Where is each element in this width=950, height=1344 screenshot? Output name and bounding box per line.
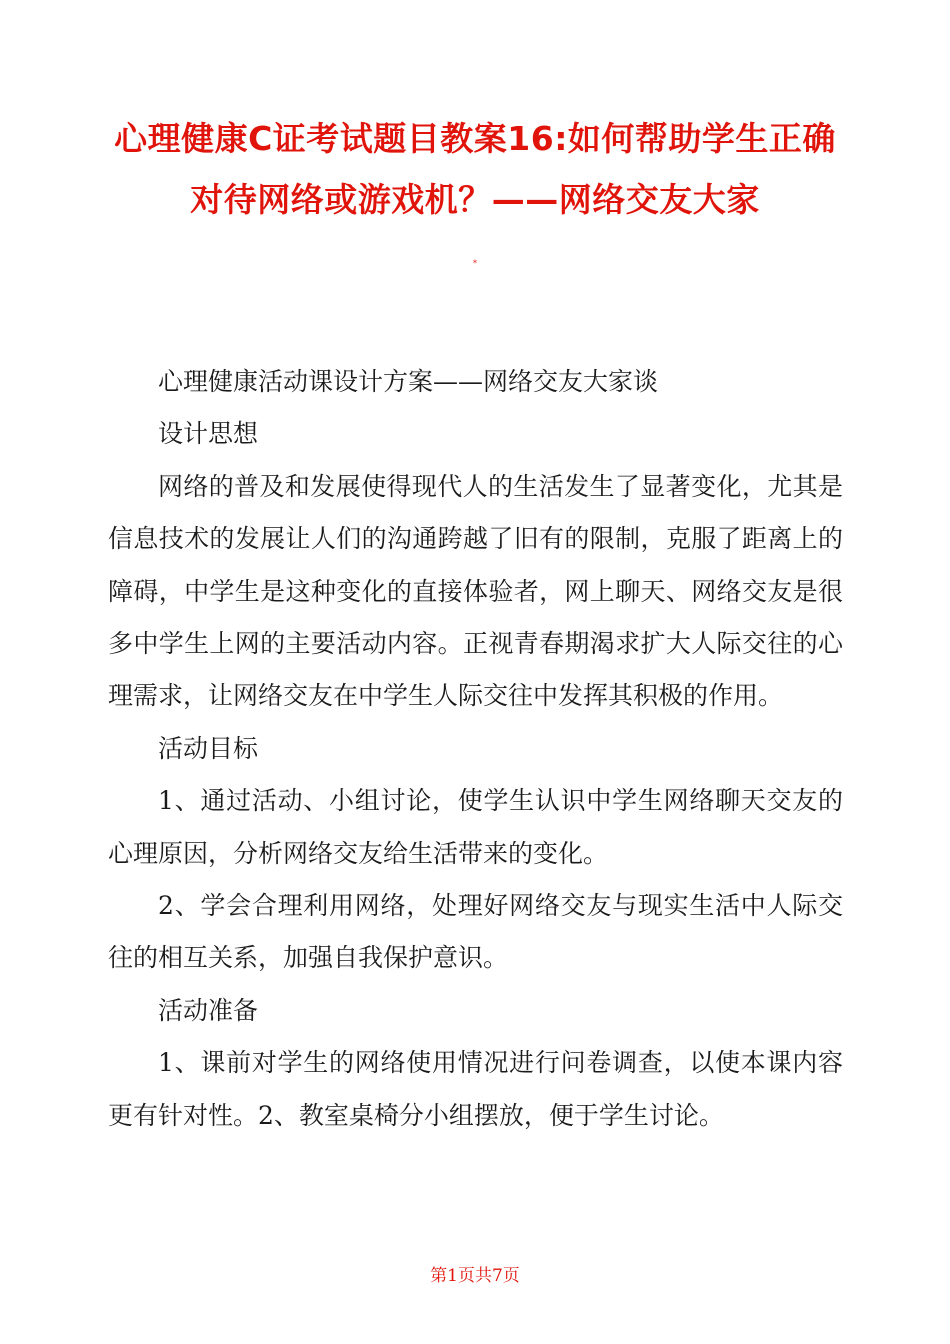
paragraph-design-idea: 网络的普及和发展使得现代人的生活发生了显著变化，尤其是信息技术的发展让人们的沟通跨越了旧有的限制，克服了距离上的障碍，中学生是这种变化的直接体验者，网上聊天、网络交友是很多中学生上网的主要活动内容。正视青春期渴求扩大人际交往的心理需求，让网络交友在中学生人际交往中发挥其积极的作用。 <box>108 471 843 711</box>
paragraph-plan-title: 心理健康活动课设计方案——网络交友大家谈 <box>158 367 659 396</box>
paragraph-goal-2: 2、学会合理利用网络，处理好网络交友与现实生活中人际交往的相互关系，加强自我保护意识。 <box>108 891 843 973</box>
heading-activity-goals: 活动目标 <box>158 733 259 763</box>
heading-design-idea: 设计思想 <box>158 419 259 449</box>
document-title: 心理健康C证考试题目教案16:如何帮助学生正确对待网络或游戏机？——网络交友大家 <box>114 119 836 219</box>
document-body <box>108 356 843 1142</box>
page-number-footer: 第1页共7页 <box>430 1266 520 1286</box>
paragraph-goal-1: 1、通过活动、小组讨论，使学生认识中学生网络聊天交友的心理原因，分析网络交友给生活带来的变化。 <box>108 786 843 868</box>
heading-activity-preparation: 活动准备 <box>158 995 259 1025</box>
paragraph-preparation: 1、课前对学生的网络使用情况进行问卷调查，以使本课内容更有针对性。2、教室桌椅分小组摆放，便于学生讨论。 <box>108 1048 843 1130</box>
title-mark: * <box>473 259 477 268</box>
